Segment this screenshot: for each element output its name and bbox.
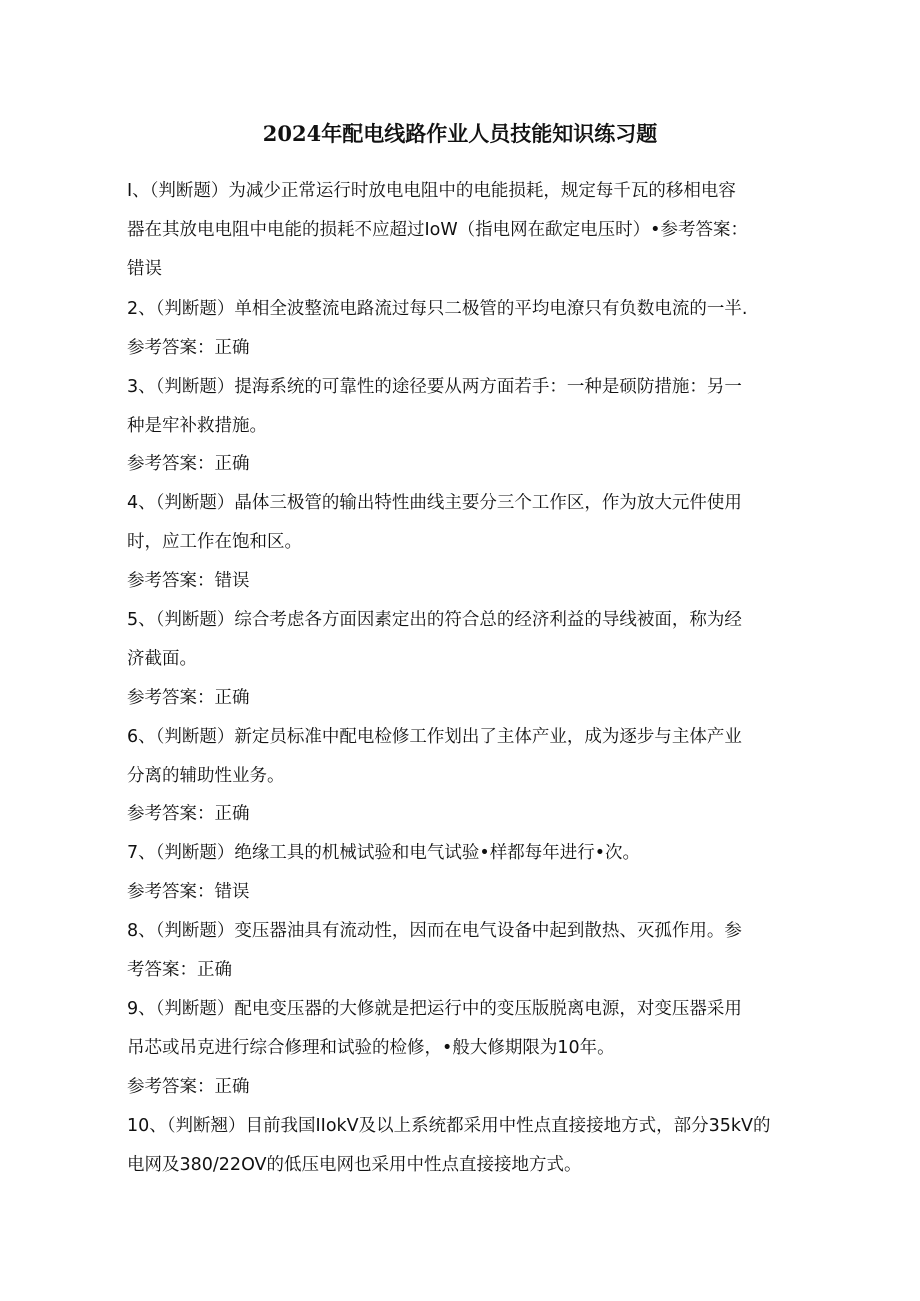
q4-answer: 参考答案：错误 — [127, 571, 250, 591]
q5-line-1: 5、（判断题）综合考虑各方面因素定出的符合总的经济利益的导线被面，称为经 — [127, 610, 742, 630]
q10-line-2: 电网及380/22OV的低压电网也采用中性点直接接地方式。 — [127, 1155, 582, 1175]
q8-line-1: 8、（判断题）变压器油具有流动性，因而在电气设备中起到散热、灭孤作用。参 — [127, 921, 742, 941]
q9-line-2: 吊芯或吊克进行综合修理和试验的检修，•般大修期限为10年。 — [127, 1038, 615, 1058]
q5-answer: 参考答案：正确 — [127, 688, 250, 708]
q1-line-2: 器在其放电电阻中电能的损耗不应超过IoW（指电网在歃定电压时）•参考答案： — [127, 220, 748, 240]
q7-line-1: 7、（判断题）绝缘工具的机械试验和电气试验•样都每年进行•次。 — [127, 843, 641, 863]
q10-line-1: 10、（判断翘）目前我国IIokV及以上系统都采用中性点直接接地方式，部分35kV的 — [127, 1116, 771, 1136]
q1-line-1: I、（判断题）为减少正常运行时放电电阻中的电能损耗，规定每千瓦的移相电容 — [127, 181, 736, 201]
q2-line-1: 2、（判断题）单相全波整流电路流过每只二极管的平均电潦只有负数电流的一半. — [127, 299, 748, 319]
q9-line-1: 9、（判断题）配电变压器的大修就是把运行中的变压版脱离电源，对变压器采用 — [127, 999, 742, 1019]
q9-answer: 参考答案：正确 — [127, 1077, 250, 1097]
q3-line-2: 种是牢补救措施。 — [127, 416, 267, 436]
q4-line-2: 时，应工作在饱和区。 — [127, 532, 302, 552]
q4-line-1: 4、（判断题）晶体三极管的输出特性曲线主要分三个工作区，作为放大元件使用 — [127, 493, 742, 513]
document-title: 2024年配电线路作业人员技能知识练习题 — [262, 121, 658, 146]
q6-answer: 参考答案：正确 — [127, 804, 250, 824]
q6-line-1: 6、（判断题）新定员标准中配电检修工作划出了主体产业，成为逐步与主体产业 — [127, 727, 742, 747]
q5-line-2: 济截面。 — [127, 649, 197, 669]
q8-line-2: 考答案：正确 — [127, 960, 232, 980]
q7-answer: 参考答案：错误 — [127, 882, 250, 902]
q1-answer: 错误 — [127, 259, 162, 279]
q3-answer: 参考答案：正确 — [127, 454, 250, 474]
q6-line-2: 分离的辅助性业务。 — [127, 766, 285, 786]
q3-line-1: 3、（判断题）提海系统的可靠性的途径要从两方面若手：一种是硕防措施：另一 — [127, 377, 742, 397]
q2-answer: 参考答案：正确 — [127, 338, 250, 358]
